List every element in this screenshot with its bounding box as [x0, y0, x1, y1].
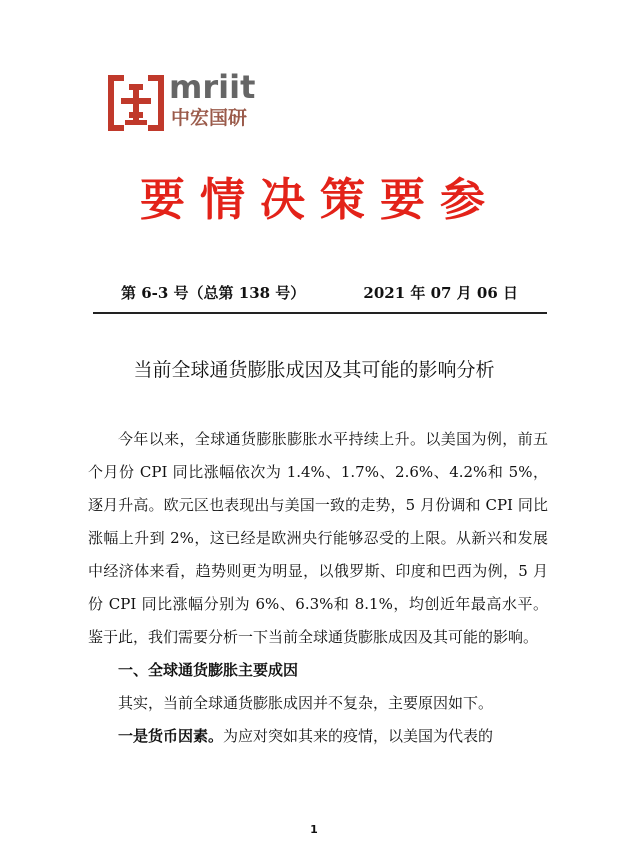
section-heading: 一、全球通货膨胀主要成因 [118, 661, 299, 679]
logo-chinese-name: 中宏国研 [171, 107, 248, 129]
organization-logo [103, 68, 256, 136]
page-number: 1 [310, 823, 318, 836]
logo-emblem-icon [107, 74, 165, 132]
body-paragraph [88, 720, 548, 753]
paragraph-lead: 一是货币因素。 [118, 727, 224, 745]
masthead-title: 要情决策要参 [139, 173, 500, 226]
issue-date: 2021 年 07 月 06 日 [363, 284, 518, 302]
body-paragraph: 其实，当前全球通货膨胀成因并不复杂，主要原因如下。 [118, 694, 494, 712]
body-paragraph: 今年以来，全球通货膨胀膨胀水平持续上升。以美国为例，前五个月份 CPI 同比涨幅依次为 1.4%、1.7%、2.6%、4.2%和 5%，逐月升高。欧元区也表现出与美国一致的走势，5 月份调和 CPI 同比涨幅上升到 2%，这已经是欧洲央行能够忍受的上限。从新兴和发展中经济体来看，趋势则更为明显，以俄罗斯、印度和巴西为例，5 月份 CPI 同比涨幅分别为 6%、6.3%和 8.1%，均创近年最高水平。鉴于此，我们需要分析一下当前全球通货膨胀成因及其可能的影响。 [88, 430, 548, 646]
logo-english-name: mriit [169, 68, 256, 106]
article-title: 当前全球通货膨胀成因及其可能的影响分析 [133, 359, 495, 381]
article-body [88, 423, 548, 753]
issue-number: 第 6-3 号（总第 138 号） [121, 284, 306, 302]
header-divider [93, 312, 547, 314]
paragraph-text: 为应对突如其来的疫情，以美国为代表的 [223, 727, 494, 745]
